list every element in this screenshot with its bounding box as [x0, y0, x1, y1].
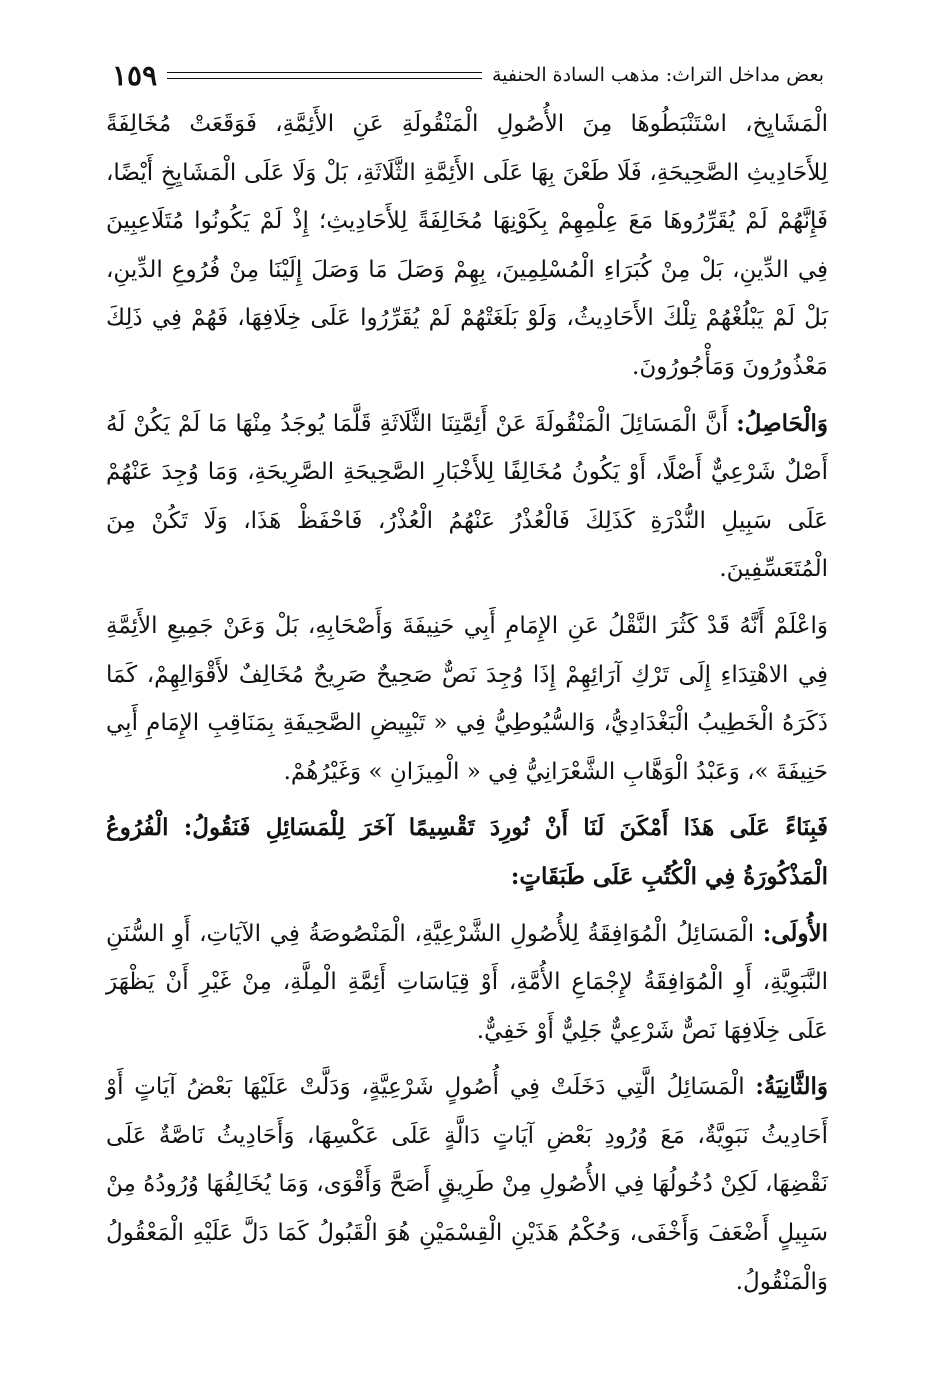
paragraph-text: الْمَسَائِلُ الْمُوَافِقَةُ لِلأُصُولِ الشَّرْعِيَّةِ، الْمَنْصُوصَةُ فِي الآيَاتِ، أَوِ السُّنَنِ النَّبَوِيَّةِ، أَوِ الْمُوَافِقَةُ لإِجْمَاعِ الأُمَّةِ، أَوْ قِيَاسَاتِ أَئِمَّةِ الْمِلَّةِ، مِنْ غَيْرِ أَنْ يَظْهَرَ عَلَى خِلَافِهَا نَصٌّ شَرْعِيٌّ جَلِيٌّ أَوْ خَفِيٌّ.	[106, 920, 828, 1044]
running-header	[112, 58, 824, 92]
page-number: ١٥٩	[112, 58, 158, 92]
paragraph-4	[106, 804, 828, 901]
paragraph-3	[106, 602, 828, 796]
paragraph-text: أَنَّ الْمَسَائِلَ الْمَنْقُولَةَ عَنْ أَئِمَّتِنَا الثَّلَاثَةِ قَلَّمَا يُوجَدُ مِنْهَا مَا لَمْ يَكُنْ لَهُ أَصْلٌ شَرْعِيٌّ أَصْلًا، أَوْ يَكُونُ مُخَالِفًا لِلأَخْبَارِ الصَّحِيحَةِ الصَّرِيحَةِ، وَمَا وُجِدَ عَنْهُمْ عَلَى سَبِيلِ النُّدْرَةِ كَذَلِكَ فَالْعُذْرُ عَنْهُمُ الْعُذْرُ، فَاحْفَظْ هَذَا، وَلَا تَكُنْ مِنَ الْمُتَعَسِّفِينَ.	[106, 410, 828, 583]
page-body	[106, 100, 828, 1314]
paragraph-text: وَاعْلَمْ أَنَّهُ قَدْ كَثُرَ النَّقْلُ عَنِ الإِمَامِ أَبِي حَنِيفَةَ وَأَصْحَابِهِ، بَلْ وَعَنْ جَمِيعِ الأَئِمَّةِ فِي الاهْتِدَاءِ إِلَى تَرْكِ آرَائِهِمْ إِذَا وُجِدَ نَصٌّ صَحِيحٌ صَرِيحٌ مُخَالِفٌ لأَقْوَالِهِمْ، كَمَا ذَكَرَهُ الْخَطِيبُ الْبَغْدَادِيُّ، وَالسُّيُوطِيُّ فِي « تَبْيِيضِ الصَّحِيفَةِ بِمَنَاقِبِ الإِمَامِ أَبِي حَنِيفَةَ »، وَعَبْدُ الْوَهَّابِ الشَّعْرَانِيُّ فِي « الْمِيزَانِ » وَغَيْرُهُمْ.	[106, 612, 828, 785]
header-rule	[167, 72, 482, 79]
paragraph-2	[106, 400, 828, 594]
paragraph-text: الْمَشَايِخ، اسْتَنْبَطُوهَا مِنَ الأُصُولِ الْمَنْقُولَةِ عَنِ الأَئِمَّةِ، فَوَقَعَتْ مُخَالِفَةً لِلأَحَادِيثِ الصَّحِيحَةِ، فَلَا طَعْنَ بِهَا عَلَى الأَئِمَّةِ الثَّلَاثَةِ، بَلْ وَلَا عَلَى الْمَشَايِخِ أَيْضًا، فَإِنَّهُمْ لَمْ يُقَرِّرُوهَا مَعَ عِلْمِهِمْ بِكَوْنِهَا مُخَالِفَةً لِلأَحَادِيثِ؛ إِذْ لَمْ يَكُونُوا مُتَلَاعِبِينَ فِي الدِّينِ، بَلْ مِنْ كُبَرَاءِ الْمُسْلِمِينَ، بِهِمْ وَصَلَ مَا وَصَلَ إِلَيْنَا مِنْ فُرُوعِ الدِّينِ، بَلْ لَمْ يَبْلُغْهُمْ تِلْكَ الأَحَادِيثُ، وَلَوْ بَلَغَتْهُمْ لَمْ يُقَرِّرُوا عَلَى خِلَافِهَا، فَهُمْ فِي ذَلِكَ مَعْذُورُونَ وَمَأْجُورُونَ.	[106, 111, 828, 380]
paragraph-lead: وَالْحَاصِلُ:	[736, 409, 828, 437]
running-title: بعض مداخل التراث: مذهب السادة الحنفية	[492, 64, 824, 86]
paragraph-bold-text: فَبِنَاءً عَلَى هَذَا أَمْكَنَ لَنَا أَنْ نُورِدَ تَقْسِيمًا آخَرَ لِلْمَسَائِلِ فَنَقُولُ: الْفُرُوعُ الْمَذْكُورَةُ فِي الْكُتُبِ عَلَى طَبَقَاتٍ:	[106, 814, 828, 890]
paragraph-lead: الأُولَى:	[762, 919, 828, 947]
paragraph-lead: وَالثَّانِيَةُ:	[755, 1073, 828, 1101]
paragraph-6	[106, 1063, 828, 1306]
paragraph-5	[106, 910, 828, 1056]
paragraph-1	[106, 100, 828, 392]
paragraph-text: الْمَسَائِلُ الَّتِي دَخَلَتْ فِي أُصُولٍ شَرْعِيَّةٍ، وَدَلَّتْ عَلَيْهَا بَعْضُ آيَاتٍ أَوْ أَحَادِيثُ نَبَوِيَّةٌ، مَعَ وُرُودِ بَعْضِ آيَاتٍ دَالَّةٍ عَلَى عَكْسِهَا، وَأَحَادِيثُ نَاصَّةٌ عَلَى نَقْضِهَا، لَكِنْ دُخُولُهَا فِي الأُصُولِ مِنْ طَرِيقٍ أَصَحَّ وَأَقْوَى، وَمَا يُخَالِفُهَا وُرُودُهُ مِنْ سَبِيلٍ أَضْعَفَ وَأَخْفَى، وَحُكْمُ هَذَيْنِ الْقِسْمَيْنِ هُوَ الْقَبُولُ كَمَا دَلَّ عَلَيْهِ الْمَعْقُولُ وَالْمَنْقُولُ.	[106, 1074, 828, 1295]
